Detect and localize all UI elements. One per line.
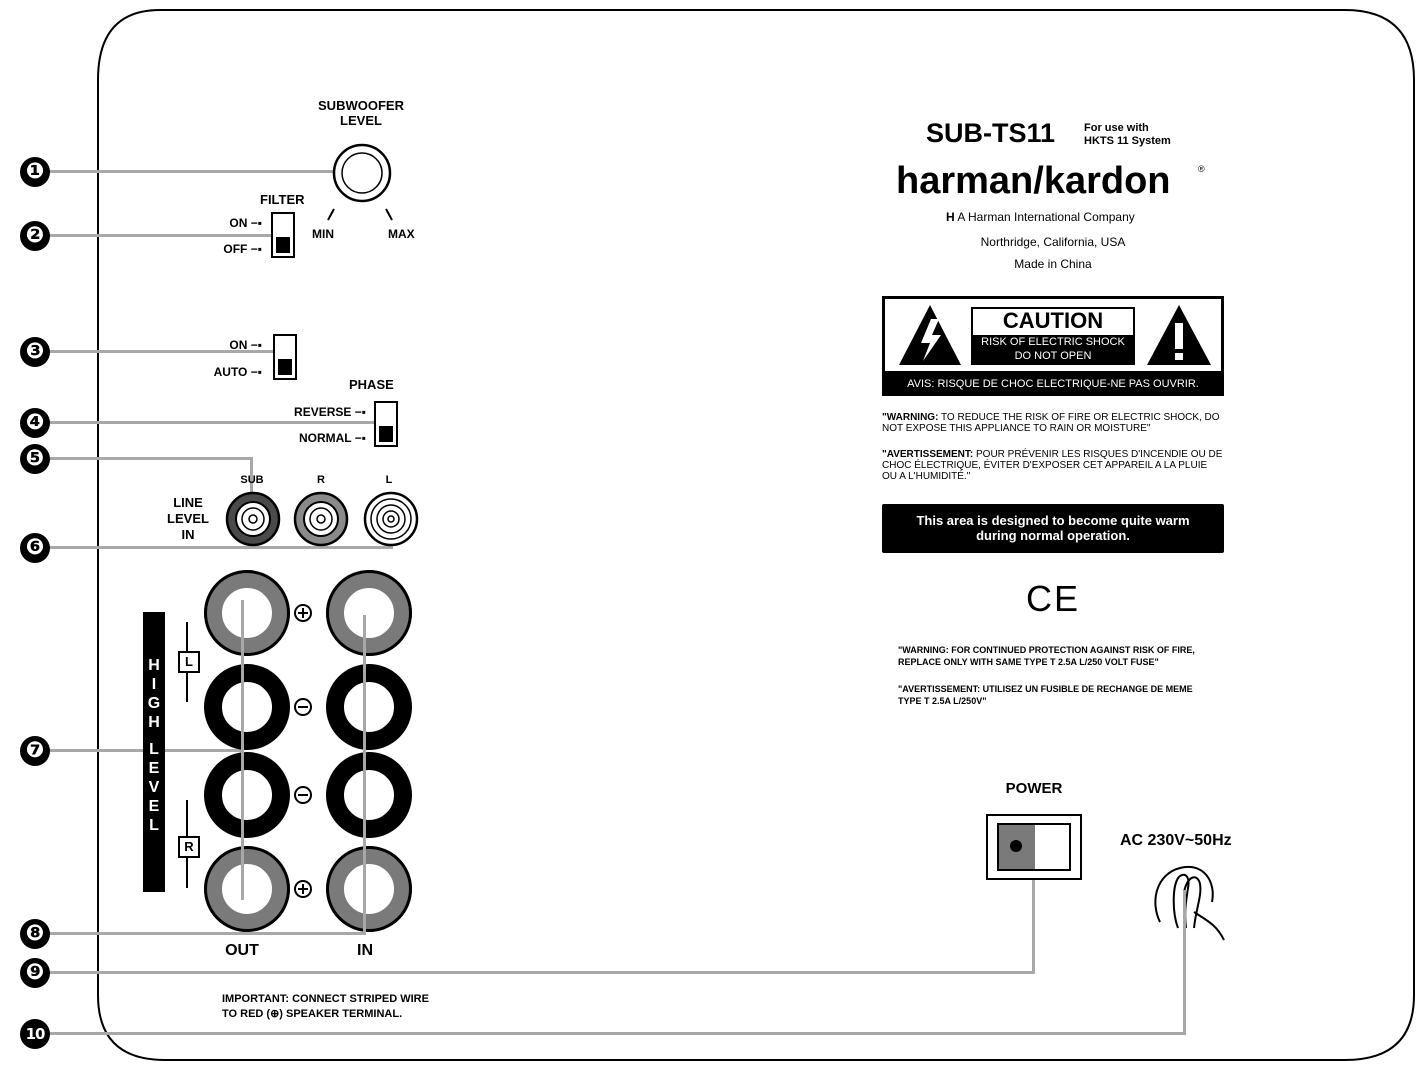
plus-icon [294,604,312,622]
level-min-label: MIN [312,227,334,241]
power-rocker-dot [1010,840,1022,852]
caution-label [882,296,1224,396]
rca-jack-l[interactable] [365,493,417,545]
rca-jack-sub[interactable] [227,493,279,545]
rca-jacks [223,489,423,549]
high-level-title [143,656,165,835]
location-text: Northridge, California, USA [980,235,1126,249]
power-mode-switch[interactable] [273,334,297,380]
warm-area-notice: This area is designed to become quite warm during normal operation. [882,504,1224,553]
left-channel-tag: L [178,651,200,673]
filter-switch-knob [276,237,290,253]
fuse-warning-fr: "AVERTISSEMENT: UTILISEZ UN FUSIBLE DE RECHANGE DE MEME TYPE T 2.5A L/250V" [898,684,1193,706]
out-label: OUT [225,942,259,959]
terminal-out-right-minus[interactable] [204,752,290,838]
company-line [946,210,1135,224]
rca-l-label: L [385,474,393,486]
high-level-letter: V [148,779,160,796]
phase-title: PHASE [349,377,394,392]
phase-switch[interactable] [374,401,398,447]
leader-line-9 [48,971,1035,974]
high-level-letter: H [148,714,160,731]
power-title: POWER [1005,780,1063,797]
in-label: IN [357,942,373,959]
phase-switch-knob [379,426,393,442]
warning-fr-body: POUR PRÉVENIR LES RISQUES D'INCENDIE OU DE CHOC ÉLECTRIQUE, ÉVITER D'EXPOSER CET APPAREIL A LA PLUIE OU A L'HUMIDITÉ." [882,449,1223,482]
high-level-letter: E [148,760,160,777]
phase-reverse-label: REVERSE −▪ [294,405,366,419]
terminal-in-right-minus[interactable] [326,752,412,838]
made-in-text: Made in China [1014,257,1092,271]
caution-center-box [971,307,1135,365]
high-level-letter: G [147,695,161,712]
warning-fr-heading: "AVERTISSEMENT: [882,449,974,460]
minus-icon [294,698,312,716]
power-switch[interactable] [986,814,1082,880]
callout-1: ❶ [20,157,50,187]
high-level-letter: I [151,676,157,693]
warning-fr [882,449,1224,482]
leader-line-4 [48,421,386,424]
caution-line2: DO NOT OPEN [1014,350,1092,362]
important-note: IMPORTANT: CONNECT STRIPED WIRE TO RED (⊕) SPEAKER TERMINAL. [222,993,429,1020]
filter-title: FILTER [260,192,305,207]
plus-icon [294,880,312,898]
model-number: SUB-TS11 [926,118,1056,148]
callout-8: ❽ [20,919,50,949]
leader-line-8-overlay [363,615,366,935]
high-level-letter: L [149,741,159,758]
leader-line-10-overlay [1183,890,1186,930]
right-channel-tag: R [178,836,200,858]
power-mode-on-label: ON −▪ [229,338,262,352]
terminal-in-right-plus[interactable] [326,846,412,932]
minus-icon [294,786,312,804]
rca-jack-r[interactable] [295,493,347,545]
filter-off-label: OFF −▪ [223,242,262,256]
high-level-letter: E [148,798,160,815]
callout-4: ❹ [20,408,50,438]
callout-5: ❺ [20,444,50,474]
high-level-letter: H [148,657,160,674]
rca-r-label: R [317,474,325,486]
exclamation-warning-icon [1147,305,1211,365]
caution-line1: RISK OF ELECTRIC SHOCK [981,336,1125,348]
high-level-letter: L [149,817,159,834]
harman-h-logo: H [946,210,955,224]
callout-10: 10 [20,1019,50,1049]
leader-line-5 [48,457,252,460]
leader-line-2 [48,234,290,237]
phase-normal-label: NORMAL −▪ [298,431,366,445]
callout-3: ❸ [20,337,50,367]
company-name: A Harman International Company [957,210,1135,224]
rca-sub-label: SUB [240,474,264,486]
warning-en-heading: "WARNING: [882,412,939,423]
knob-scale-marks [320,205,420,225]
terminal-in-left-plus[interactable] [326,570,412,656]
brand-logo: harman/kardon [896,160,1171,202]
terminal-out-left-plus[interactable] [204,570,290,656]
warning-en [882,412,1224,434]
callout-9: ❾ [20,958,50,988]
line-level-in-title: LINE LEVEL IN [167,495,209,542]
callout-7: ❼ [20,736,50,766]
fuse-warning-en: "WARNING: FOR CONTINUED PROTECTION AGAINST RISK OF FIRE, REPLACE ONLY WITH SAME TYPE T 2.5A L/250 VOLT FUSE" [898,645,1195,667]
terminal-in-left-minus[interactable] [326,664,412,750]
registered-mark: ® [1198,164,1205,174]
leader-line-7-overlay [241,600,244,900]
ce-mark: CE [1025,578,1080,619]
leader-line-8 [48,932,365,935]
callout-6: ❻ [20,533,50,563]
leader-line-1 [48,170,363,173]
power-mode-switch-knob [278,359,292,375]
leader-line-10 [48,1032,1186,1035]
subwoofer-level-title: SUBWOOFER LEVEL [318,98,404,128]
terminal-out-left-minus[interactable] [204,664,290,750]
model-note: For use with HKTS 11 System [1084,122,1171,147]
caution-title: CAUTION [1002,308,1104,333]
terminal-out-right-plus[interactable] [204,846,290,932]
lightning-warning-icon [899,305,961,365]
power-cord-icon [1148,862,1238,942]
power-mode-auto-label: AUTO −▪ [213,365,262,379]
callout-2: ❷ [20,221,50,251]
subwoofer-level-knob[interactable] [327,138,397,208]
avis-text: AVIS: RISQUE DE CHOC ELECTRIQUE-NE PAS OUVRIR. [907,378,1199,390]
filter-switch[interactable] [271,212,295,258]
warning-en-body: TO REDUCE THE RISK OF FIRE OR ELECTRIC SHOCK, DO NOT EXPOSE THIS APPLIANCE TO RAIN OR MOISTURE" [882,412,1220,434]
level-max-label: MAX [388,227,415,241]
ac-rating: AC 230V~50Hz [1120,832,1232,849]
power-switch-inner [997,823,1071,871]
filter-on-label: ON −▪ [229,216,262,230]
